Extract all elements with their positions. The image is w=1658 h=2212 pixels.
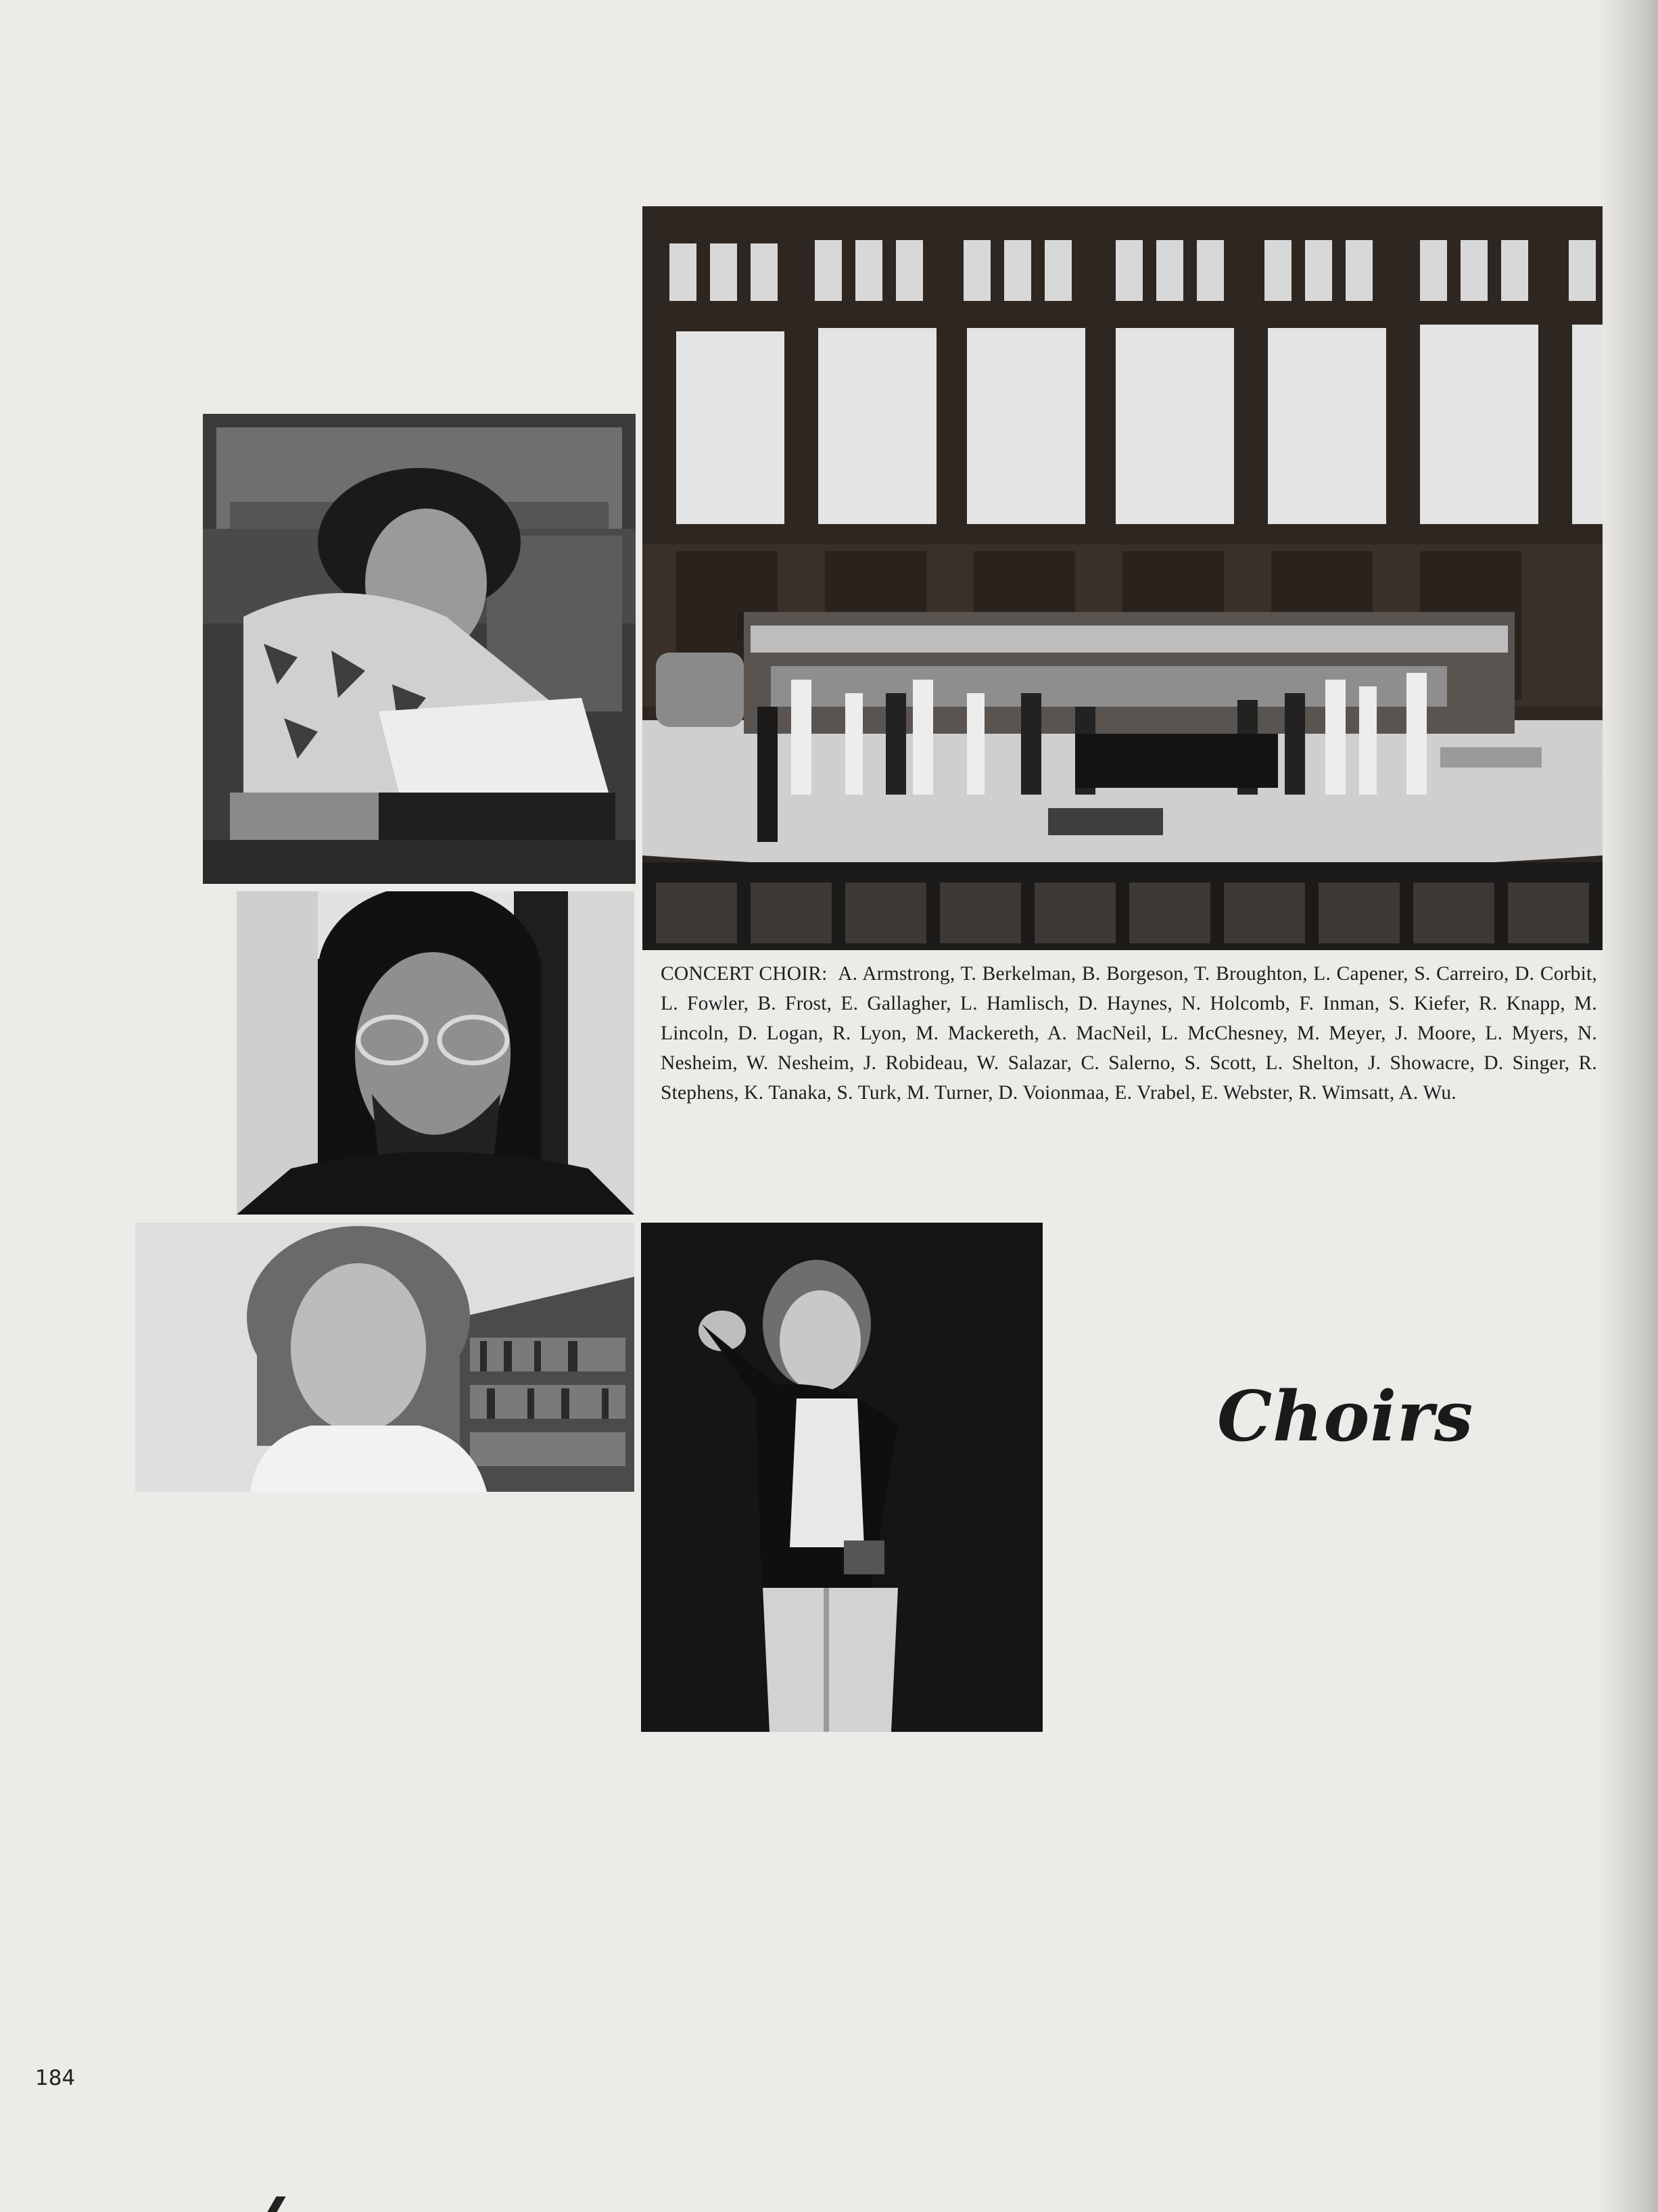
caption-lead: CONCERT CHOIR: bbox=[661, 963, 828, 985]
page-number: 184 bbox=[35, 2066, 76, 2090]
photo-woman-portrait bbox=[135, 1223, 634, 1492]
section-title: Choirs bbox=[1217, 1376, 1474, 1457]
caption-names: A. Armstrong, T. Berkelman, B. Borgeson, T. Broughton, L. Capener, S. Carreiro, D. Corbit, L. Fowler, B. Frost, E. Gallagher, L. Hamlisch, D. Haynes, N. Holcomb, F. Inman, S. Kiefer, R. Knapp, M. Lincoln, D. Logan, R. Lyon, M. Mackereth, A. MacNeil, L. McChesney, M. Meyer, J. Moore, L. Myers, N. Nesheim, W. Nesheim, J. Robideau, W. Salazar, C. Salerno, S. Scott, L. Shelton, J. Showacre, D. Singer, R. Stephens, K. Tanaka, S. Turk, M. Turner, D. Voionmaa, E. Vrabel, E. Webster, R. Wimsatt, A. Wu. bbox=[661, 963, 1598, 1104]
photo-concert-choir bbox=[642, 206, 1603, 950]
photo-caption bbox=[661, 959, 1597, 1108]
photo-conductor-portrait bbox=[237, 891, 634, 1215]
page-edge-shadow bbox=[1597, 0, 1658, 2212]
photo-girl-in-jacket bbox=[641, 1223, 1043, 1732]
bottom-ink-mark bbox=[267, 2196, 285, 2212]
photo-student-writing bbox=[203, 414, 636, 884]
